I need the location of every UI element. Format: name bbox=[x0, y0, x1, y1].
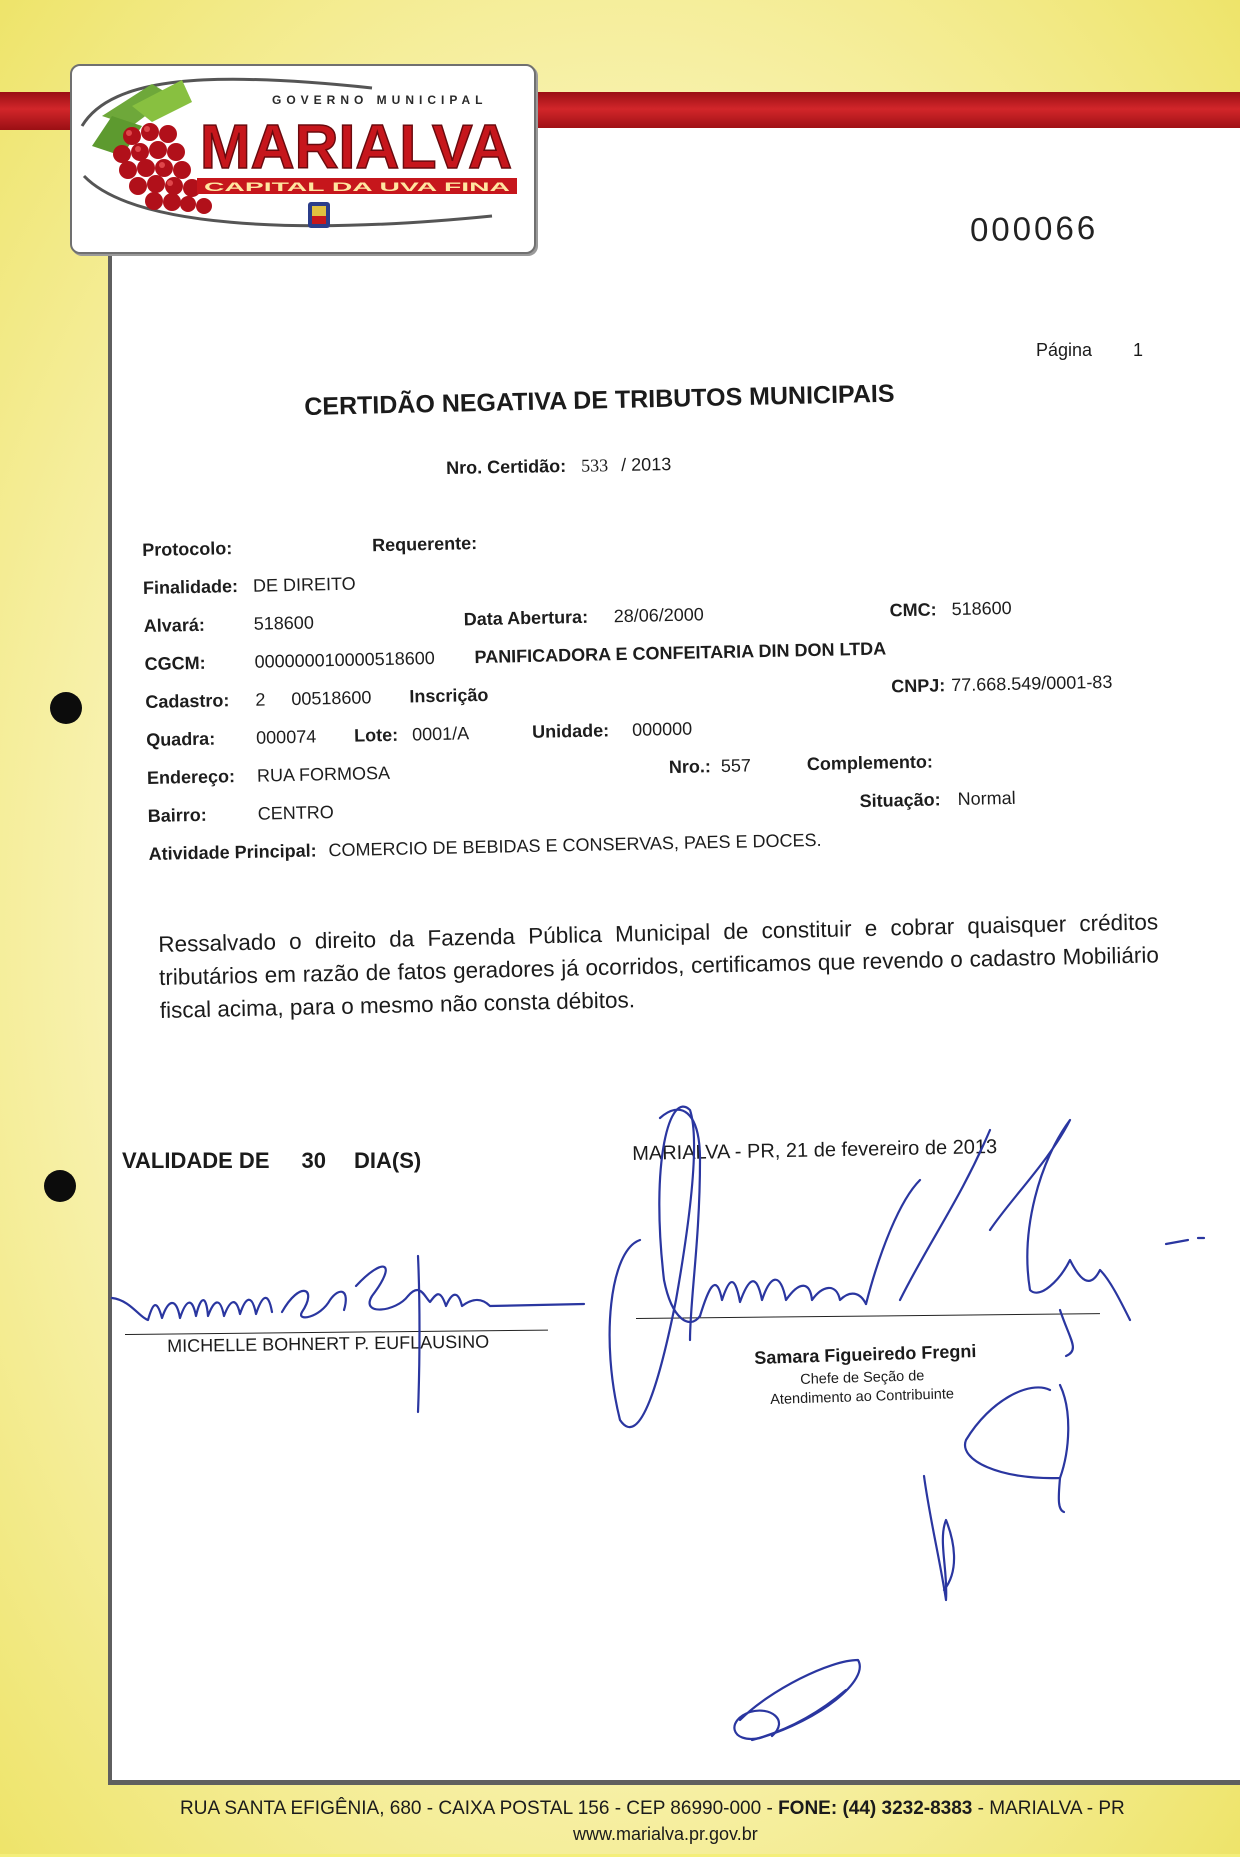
footer-website: www.marialva.pr.gov.br bbox=[573, 1824, 758, 1844]
lote-label: Lote: bbox=[353, 724, 399, 746]
requerente-label: Requerente: bbox=[371, 533, 478, 556]
cnpj-value: 77.668.549/0001-83 bbox=[951, 671, 1113, 696]
cmc-value: 518600 bbox=[951, 597, 1012, 620]
cgcm-label: CGCM: bbox=[144, 652, 206, 675]
cadastro-value-2: 00518600 bbox=[291, 687, 372, 709]
situacao-label: Situação: bbox=[859, 789, 941, 812]
cgcm-value: 000000010000518600 bbox=[254, 647, 435, 672]
data-abertura-label: Data Abertura: bbox=[463, 606, 589, 630]
document-title: CERTIDÃO NEGATIVA DE TRIBUTOS MUNICIPAIS bbox=[304, 379, 895, 421]
validity-statement bbox=[122, 1148, 421, 1174]
cmc-label: CMC: bbox=[889, 599, 937, 621]
finalidade-label: Finalidade: bbox=[142, 576, 239, 599]
cnpj-label: CNPJ: bbox=[891, 675, 946, 697]
bairro-value: CENTRO bbox=[257, 802, 334, 824]
nro-label: Nro.: bbox=[668, 756, 712, 778]
bairro-label: Bairro: bbox=[147, 804, 207, 827]
signer-right-name: Samara Figueiredo Fregni bbox=[754, 1341, 977, 1368]
quadra-value: 000074 bbox=[255, 726, 317, 748]
unidade-label: Unidade: bbox=[531, 720, 610, 742]
situacao-value: Normal bbox=[957, 787, 1016, 810]
nro-value: 557 bbox=[720, 755, 752, 776]
atividade-label: Atividade Principal: bbox=[148, 840, 317, 864]
cadastro-label: Cadastro: bbox=[145, 690, 230, 713]
footer-address-suffix: - MARIALVA - PR bbox=[972, 1798, 1125, 1819]
signer-left-name: MICHELLE BOHNERT P. EUFLAUSINO bbox=[167, 1331, 490, 1356]
document-number: 000066 bbox=[969, 208, 1099, 249]
signer-right-role-line1: Chefe de Seção de bbox=[800, 1368, 925, 1388]
page-number: 1 bbox=[1133, 340, 1144, 360]
alvara-value: 518600 bbox=[253, 612, 315, 634]
company-name: PANIFICADORA E CONFEITARIA DIN DON LTDA bbox=[474, 638, 887, 668]
cert-year-value: / 2013 bbox=[621, 454, 672, 475]
endereco-label: Endereço: bbox=[146, 766, 236, 789]
data-abertura-value: 28/06/2000 bbox=[613, 604, 704, 627]
logo-tagline: CAPITAL DA UVA FINA bbox=[204, 180, 511, 194]
page-label: Página bbox=[1036, 340, 1093, 360]
lote-value: 0001/A bbox=[411, 723, 470, 745]
footer-phone: FONE: (44) 3232-8383 bbox=[778, 1798, 973, 1819]
footer-address bbox=[180, 1798, 1125, 1820]
protocolo-label: Protocolo: bbox=[142, 538, 233, 561]
cert-number-label: Nro. Certidão: bbox=[446, 455, 567, 478]
footer-address-prefix: RUA SANTA EFIGÊNIA, 680 - CAIXA POSTAL 156 - CEP 86990-000 - bbox=[180, 1798, 779, 1819]
validity-days: 30 bbox=[301, 1148, 326, 1173]
endereco-value: RUA FORMOSA bbox=[256, 762, 391, 786]
atividade-value: COMERCIO DE BEBIDAS E CONSERVAS, PAES E DOCES. bbox=[328, 829, 822, 861]
certificate-body-text: Ressalvado o direito da Fazenda Pública Municipal de constituir e cobrar quaisquer créditos tributários em razão de fatos geradores já ocorridos, certificamos que revendo o cadastro Mobiliário fiscal acima, para o mesmo não consta débitos. bbox=[158, 909, 1160, 1023]
validity-label: VALIDADE DE bbox=[122, 1148, 270, 1173]
validity-unit: DIA(S) bbox=[353, 1148, 422, 1173]
place-and-date: MARIALVA - PR, 21 de fevereiro de 2013 bbox=[632, 1135, 998, 1165]
inscricao-label: Inscrição bbox=[409, 684, 489, 707]
quadra-label: Quadra: bbox=[145, 728, 216, 751]
logo-top-text: GOVERNO MUNICIPAL bbox=[272, 93, 488, 107]
complemento-label: Complemento: bbox=[806, 751, 934, 775]
logo-name: MARIALVA bbox=[200, 113, 512, 182]
signer-right-role-line2: Atendimento ao Contribuinte bbox=[770, 1386, 955, 1408]
alvara-label: Alvará: bbox=[143, 614, 206, 637]
finalidade-value: DE DIREITO bbox=[252, 573, 356, 596]
cadastro-value-1: 2 bbox=[255, 689, 266, 710]
cert-number-value: 533 bbox=[581, 455, 609, 476]
unidade-value: 000000 bbox=[631, 718, 693, 740]
